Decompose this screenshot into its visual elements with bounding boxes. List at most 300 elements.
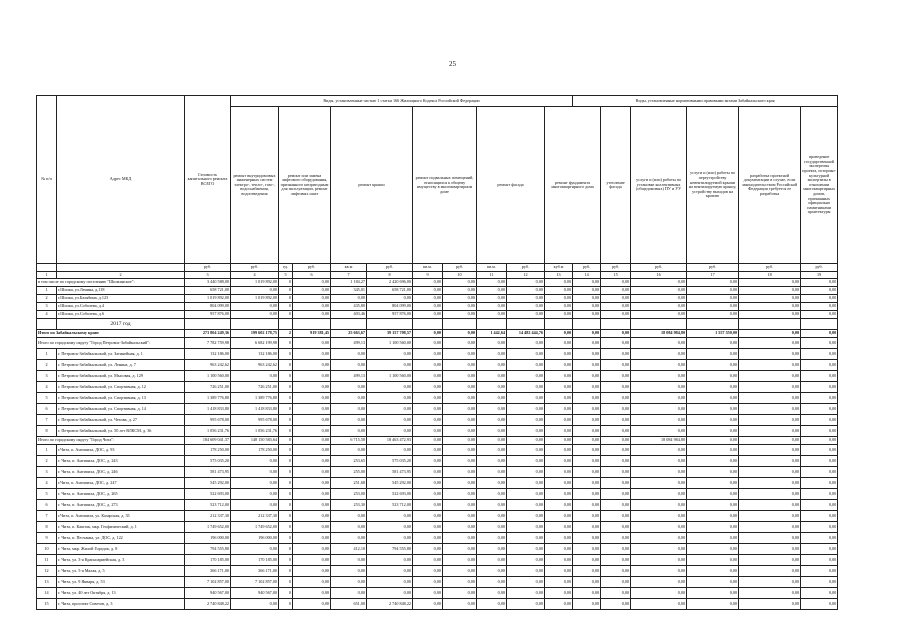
value-cell: 0,00	[293, 295, 331, 303]
empty-cell	[739, 319, 801, 330]
value-cell: 0,00	[545, 295, 573, 303]
column-index-cell: 2	[57, 272, 185, 279]
value-cell: 0,00	[507, 544, 545, 555]
table-row	[37, 599, 838, 610]
value-cell: 148 150 583,64	[231, 437, 279, 445]
value-cell: 0,00	[631, 445, 687, 456]
value-cell: 0,00	[601, 295, 631, 303]
empty-cell	[367, 319, 413, 330]
value-cell: 0,00	[443, 533, 477, 544]
value-cell: 726 251,00	[185, 382, 231, 393]
value-cell: 0,00	[601, 437, 631, 445]
table-row	[37, 489, 838, 500]
value-cell: 0,00	[573, 279, 601, 287]
value-cell: 0,00	[477, 393, 507, 404]
value-cell: 273 804 249,36	[185, 330, 231, 338]
value-cell: 545 292,00	[367, 478, 413, 489]
value-cell: 366 171,00	[185, 566, 231, 577]
value-cell: 0,00	[631, 338, 687, 349]
table-row	[37, 295, 838, 303]
column-index-cell: 13	[545, 272, 573, 279]
column-index-cell: 14	[573, 272, 601, 279]
value-cell: 0,00	[507, 456, 545, 467]
value-cell: 0,00	[413, 500, 443, 511]
value-cell: 0,00	[801, 404, 838, 415]
value-cell: 575 035,20	[367, 456, 413, 467]
value-cell: 0,00	[507, 349, 545, 360]
value-cell: 0,00	[739, 599, 801, 610]
value-cell: 0	[279, 338, 293, 349]
value-cell: 0,00	[293, 467, 331, 478]
empty-cell	[477, 319, 507, 330]
value-cell: 0,00	[413, 456, 443, 467]
value-cell: 0,00	[413, 426, 443, 437]
value-cell: 178 250,00	[185, 445, 231, 456]
value-cell: 0,00	[601, 566, 631, 577]
empty-cell	[443, 319, 477, 330]
value-cell: 0,00	[573, 371, 601, 382]
row-number: 4	[37, 311, 57, 319]
value-cell: 0,00	[293, 577, 331, 588]
value-cell: 0,00	[477, 360, 507, 371]
value-cell: 255,00	[331, 467, 367, 478]
value-cell: 2 740 848,22	[185, 599, 231, 610]
value-cell: 0,00	[293, 588, 331, 599]
value-cell: 0,00	[545, 599, 573, 610]
value-cell: 0,00	[601, 303, 631, 311]
value-cell: 0,00	[573, 489, 601, 500]
row-number: 4	[37, 382, 57, 393]
value-cell: 0,00	[631, 588, 687, 599]
value-cell: 0,00	[293, 415, 331, 426]
value-cell: 0,00	[231, 599, 279, 610]
value-cell: 0,00	[739, 577, 801, 588]
value-cell: 0,00	[687, 349, 739, 360]
value-cell: 957 876,00	[367, 311, 413, 319]
value-cell: 0	[279, 555, 293, 566]
value-cell: 0,00	[367, 577, 413, 588]
address-cell: г.Чита, п. Антипиха, ул. Казарская, д. 35	[57, 511, 185, 522]
value-cell: 0,00	[601, 522, 631, 533]
value-cell: 0,00	[739, 588, 801, 599]
value-cell: 0,00	[367, 426, 413, 437]
unit-cell: руб.	[601, 264, 631, 272]
table-row	[37, 577, 838, 588]
value-cell: 0,00	[367, 511, 413, 522]
value-cell: 0,00	[293, 371, 331, 382]
value-cell: 0,00	[739, 500, 801, 511]
value-cell: 0,00	[545, 371, 573, 382]
value-cell: 0,00	[573, 382, 601, 393]
value-cell: 0,00	[443, 415, 477, 426]
value-cell: 0,00	[443, 456, 477, 467]
value-cell: 0,00	[739, 511, 801, 522]
value-cell: 919 381,45	[293, 330, 331, 338]
value-cell: 0,00	[443, 404, 477, 415]
value-cell: 0	[279, 445, 293, 456]
value-cell: 0,00	[801, 303, 838, 311]
value-cell: 132 186,00	[231, 349, 279, 360]
value-cell: 253,30	[331, 500, 367, 511]
value-cell: 0,00	[477, 415, 507, 426]
unit-cell: кв.м	[331, 264, 367, 272]
value-cell: 0,00	[573, 303, 601, 311]
value-cell: 0	[279, 599, 293, 610]
value-cell: 435,80	[331, 303, 367, 311]
unit-cell	[37, 264, 57, 272]
value-cell: 0,00	[687, 577, 739, 588]
value-cell: 0,00	[413, 511, 443, 522]
value-cell: 726 251,00	[231, 382, 279, 393]
value-cell: 0,00	[413, 311, 443, 319]
value-cell: 0	[279, 371, 293, 382]
value-cell: 0,00	[573, 360, 601, 371]
value-cell: 0,00	[413, 360, 443, 371]
value-cell: 0,00	[293, 544, 331, 555]
value-cell: 0,00	[739, 311, 801, 319]
value-cell: 0,00	[413, 295, 443, 303]
empty-cell	[185, 319, 231, 330]
value-cell: 0	[279, 566, 293, 577]
value-cell: 0,00	[601, 279, 631, 287]
value-cell: 0	[279, 426, 293, 437]
address-cell: г. Чита, проспект Советов, д. 3	[57, 599, 185, 610]
value-cell: 0,00	[231, 500, 279, 511]
value-cell: 995 678,00	[185, 415, 231, 426]
value-cell: 0,00	[477, 500, 507, 511]
value-cell: 6 682 199,98	[231, 338, 279, 349]
value-cell: 1 184,27	[331, 279, 367, 287]
value-cell: 0,00	[507, 393, 545, 404]
value-cell: 0,00	[293, 382, 331, 393]
value-cell: 0,00	[507, 555, 545, 566]
value-cell: 0,00	[687, 489, 739, 500]
value-cell: 366 171,00	[231, 566, 279, 577]
value-cell: 0,00	[443, 338, 477, 349]
value-cell: 0,00	[443, 445, 477, 456]
value-cell: 545 292,00	[185, 478, 231, 489]
empty-cell	[293, 319, 331, 330]
row-number: 5	[37, 393, 57, 404]
value-cell: 0,00	[601, 533, 631, 544]
value-cell: 39 157 708,57	[367, 330, 413, 338]
value-cell: 651,00	[331, 599, 367, 610]
value-cell: 1 100 560,00	[185, 371, 231, 382]
address-cell: г. Чита, п. Каштак, мкр. Геофизический, д. 1	[57, 522, 185, 533]
value-cell: 0,00	[293, 311, 331, 319]
value-cell: 0,00	[601, 577, 631, 588]
value-cell: 1 557 550,00	[687, 330, 739, 338]
value-cell: 0,00	[477, 437, 507, 445]
value-cell: 0	[279, 360, 293, 371]
value-cell: 0,00	[631, 467, 687, 478]
value-cell: 0,00	[573, 500, 601, 511]
value-cell: 499,13	[331, 371, 367, 382]
value-cell: 0,00	[507, 533, 545, 544]
value-cell: 0	[279, 404, 293, 415]
value-cell: 0,00	[631, 287, 687, 295]
value-cell: 0,00	[367, 349, 413, 360]
value-cell: 25 663,67	[331, 330, 367, 338]
value-cell: 0,00	[687, 393, 739, 404]
value-cell: 1 056 231,76	[231, 426, 279, 437]
unit-cell: кв.м.	[477, 264, 507, 272]
value-cell: 0,00	[443, 577, 477, 588]
value-cell: 0,00	[443, 522, 477, 533]
value-cell: 3 440 588,00	[185, 279, 231, 287]
value-cell: 0,00	[231, 303, 279, 311]
value-cell: 0,00	[801, 330, 838, 338]
value-cell: 658 721,00	[185, 287, 231, 295]
value-cell: 0,00	[739, 467, 801, 478]
value-cell: 1 389 776,80	[231, 393, 279, 404]
value-cell: 251,68	[331, 478, 367, 489]
value-cell: 0,00	[801, 287, 838, 295]
col-foundation-header: ремонт фундамента многоквартирного дома	[545, 107, 601, 264]
table-row	[37, 426, 838, 437]
value-cell: 18 084 984,80	[631, 330, 687, 338]
address-cell: г. Чита, ул. 9 Января, д. 53	[57, 577, 185, 588]
value-cell: 0,00	[477, 456, 507, 467]
value-cell: 0,00	[739, 522, 801, 533]
value-cell: 0	[279, 467, 293, 478]
value-cell: 0,00	[231, 456, 279, 467]
value-cell: 0,00	[739, 544, 801, 555]
value-cell: 0,00	[367, 445, 413, 456]
value-cell: 0,00	[293, 437, 331, 445]
value-cell: 0,00	[801, 338, 838, 349]
value-cell: 0,00	[573, 566, 601, 577]
value-cell: 0,00	[573, 544, 601, 555]
value-cell: 1 100 560,00	[367, 371, 413, 382]
value-cell: 0,00	[507, 295, 545, 303]
col-services-header: услуги и (или) работы по установке коллективных (общедомовых) ПУ и УУ	[631, 107, 687, 264]
value-cell: 0,00	[573, 311, 601, 319]
column-index-cell: 1	[37, 272, 57, 279]
value-cell: 0,00	[367, 533, 413, 544]
unit-cell: руб.	[443, 264, 477, 272]
value-cell: 0,00	[443, 489, 477, 500]
row-number: 8	[37, 522, 57, 533]
value-cell: 2 740 848,22	[367, 599, 413, 610]
value-cell: 0,00	[443, 555, 477, 566]
value-cell: 0,00	[545, 467, 573, 478]
value-cell: 0,00	[739, 338, 801, 349]
value-cell: 0,00	[545, 382, 573, 393]
value-cell: 196 000,00	[185, 533, 231, 544]
value-cell: 0,00	[545, 330, 573, 338]
value-cell: 0,00	[293, 303, 331, 311]
value-cell: 0,00	[545, 279, 573, 287]
value-cell: 0,00	[367, 393, 413, 404]
address-cell: г.Шилка, ул.Соболева, д.6	[57, 311, 185, 319]
value-cell: 0,00	[231, 478, 279, 489]
value-cell: 0,00	[545, 303, 573, 311]
value-cell: 0,00	[231, 544, 279, 555]
summary-label: в том числе по городскому поселению "Шилкинское":	[37, 279, 185, 287]
address-cell: г. Петровск-Забайкальский, ул. 50 лет ВЛКСМ, д. 36	[57, 426, 185, 437]
table-row	[37, 371, 838, 382]
value-cell: 0,00	[331, 555, 367, 566]
value-cell: 0,00	[477, 445, 507, 456]
value-cell: 1 418 833,80	[231, 404, 279, 415]
value-cell: 0,00	[507, 415, 545, 426]
value-cell: 6 715,58	[331, 437, 367, 445]
value-cell: 0,00	[367, 382, 413, 393]
address-cell: г.Чита, п. Антипиха, ДОС, д. 93	[57, 445, 185, 456]
value-cell: 0	[279, 522, 293, 533]
value-cell: 0,00	[413, 566, 443, 577]
value-cell: 0,00	[331, 393, 367, 404]
value-cell: 18 084 984,80	[631, 437, 687, 445]
table-row	[37, 349, 838, 360]
group-regional-header: Виды, установленные нормативными правовыми актами Забайкальского края	[573, 96, 838, 107]
table-row	[37, 404, 838, 415]
table-row	[37, 303, 838, 311]
value-cell: 0,00	[573, 287, 601, 295]
value-cell: 0,00	[601, 511, 631, 522]
value-cell: 0,00	[477, 489, 507, 500]
value-cell: 0,00	[331, 382, 367, 393]
value-cell: 0,00	[739, 489, 801, 500]
value-cell: 0,00	[507, 303, 545, 311]
value-cell: 0,00	[631, 295, 687, 303]
value-cell: 0,00	[367, 566, 413, 577]
value-cell: 0,00	[413, 371, 443, 382]
value-cell: 0,00	[801, 478, 838, 489]
column-index-cell: 19	[801, 272, 838, 279]
value-cell: 0	[279, 544, 293, 555]
value-cell: 0,00	[331, 295, 367, 303]
value-cell: 0,00	[739, 478, 801, 489]
address-cell: г. Петровск-Забайкальский, ул. Мысовая, д. 129	[57, 371, 185, 382]
value-cell: 0,00	[507, 478, 545, 489]
value-cell: 18 463 472,93	[367, 437, 413, 445]
summary-label: Итого по городскому округу "Город Петровск-Забайкальский":	[37, 338, 185, 349]
value-cell: 0,00	[573, 555, 601, 566]
value-cell: 0,00	[601, 338, 631, 349]
value-cell: 804 099,00	[185, 303, 231, 311]
value-cell: 0,00	[443, 287, 477, 295]
value-cell: 0,00	[507, 279, 545, 287]
value-cell: 0,00	[687, 279, 739, 287]
value-cell: 0,00	[443, 371, 477, 382]
value-cell: 0,00	[801, 279, 838, 287]
value-cell: 0,00	[293, 555, 331, 566]
value-cell: 0,00	[801, 522, 838, 533]
empty-cell	[573, 319, 601, 330]
value-cell: 0,00	[443, 382, 477, 393]
value-cell: 0,00	[293, 566, 331, 577]
table-row	[37, 467, 838, 478]
row-number: 12	[37, 566, 57, 577]
value-cell: 0,00	[545, 393, 573, 404]
value-cell: 0,00	[801, 445, 838, 456]
table-row	[37, 522, 838, 533]
value-cell: 0,00	[601, 445, 631, 456]
column-index-cell: 10	[443, 272, 477, 279]
unit-cell: ед.	[279, 264, 293, 272]
value-cell: 0,00	[601, 478, 631, 489]
table-row	[37, 393, 838, 404]
value-cell: 0,00	[573, 533, 601, 544]
value-cell: 7 102 857,00	[231, 577, 279, 588]
value-cell: 0,00	[477, 338, 507, 349]
value-cell: 0,00	[231, 371, 279, 382]
value-cell: 0,00	[443, 349, 477, 360]
value-cell: 0,00	[507, 382, 545, 393]
value-cell: 1 749 652,00	[231, 522, 279, 533]
table-row	[37, 445, 838, 456]
value-cell: 581 473,95	[367, 467, 413, 478]
value-cell: 0,00	[573, 522, 601, 533]
address-cell: г.Шилка, ул.Балябина, д.123	[57, 295, 185, 303]
row-number: 2	[37, 360, 57, 371]
value-cell: 0,00	[739, 415, 801, 426]
empty-cell	[507, 319, 545, 330]
table-row	[37, 566, 838, 577]
value-cell: 0,00	[801, 511, 838, 522]
value-cell: 0,00	[801, 500, 838, 511]
value-cell: 0,00	[443, 393, 477, 404]
row-number: 11	[37, 555, 57, 566]
value-cell: 0,00	[687, 566, 739, 577]
unit-cell: руб.	[231, 264, 279, 272]
value-cell: 0,00	[801, 382, 838, 393]
value-cell: 0,00	[687, 295, 739, 303]
row-number: 2	[37, 456, 57, 467]
value-cell: 0,00	[331, 445, 367, 456]
value-cell: 0,00	[801, 437, 838, 445]
value-cell: 253,65	[331, 456, 367, 467]
value-cell: 0,00	[601, 588, 631, 599]
value-cell: 0,00	[801, 295, 838, 303]
value-cell: 0,00	[631, 393, 687, 404]
column-index-cell: 7	[331, 272, 367, 279]
value-cell: 0,00	[687, 303, 739, 311]
value-cell: 0,00	[231, 489, 279, 500]
value-cell: 0	[279, 456, 293, 467]
table-row	[37, 555, 838, 566]
value-cell: 0,00	[545, 511, 573, 522]
value-cell: 0,00	[687, 404, 739, 415]
value-cell: 0,00	[631, 404, 687, 415]
value-cell: 0,00	[739, 279, 801, 287]
value-cell: 658 721,00	[367, 287, 413, 295]
summary-label: Итого по городскому округу "Город Чита":	[37, 437, 185, 445]
value-cell: 0,00	[601, 426, 631, 437]
value-cell: 0,00	[573, 437, 601, 445]
value-cell: 0,00	[801, 311, 838, 319]
value-cell: 0,00	[293, 338, 331, 349]
value-cell: 0,00	[443, 511, 477, 522]
value-cell: 0	[279, 478, 293, 489]
value-cell: 0,00	[631, 577, 687, 588]
value-cell: 581 473,95	[185, 467, 231, 478]
table-row	[37, 588, 838, 599]
value-cell: 0,00	[687, 599, 739, 610]
table-row	[37, 382, 838, 393]
value-cell: 0,00	[687, 445, 739, 456]
value-cell: 0	[279, 511, 293, 522]
value-cell: 0,00	[739, 404, 801, 415]
value-cell: 0,00	[739, 555, 801, 566]
value-cell: 0,00	[545, 445, 573, 456]
table-row	[37, 311, 838, 319]
value-cell: 963 242,62	[231, 360, 279, 371]
value-cell: 0,00	[545, 311, 573, 319]
value-cell: 412,10	[331, 544, 367, 555]
